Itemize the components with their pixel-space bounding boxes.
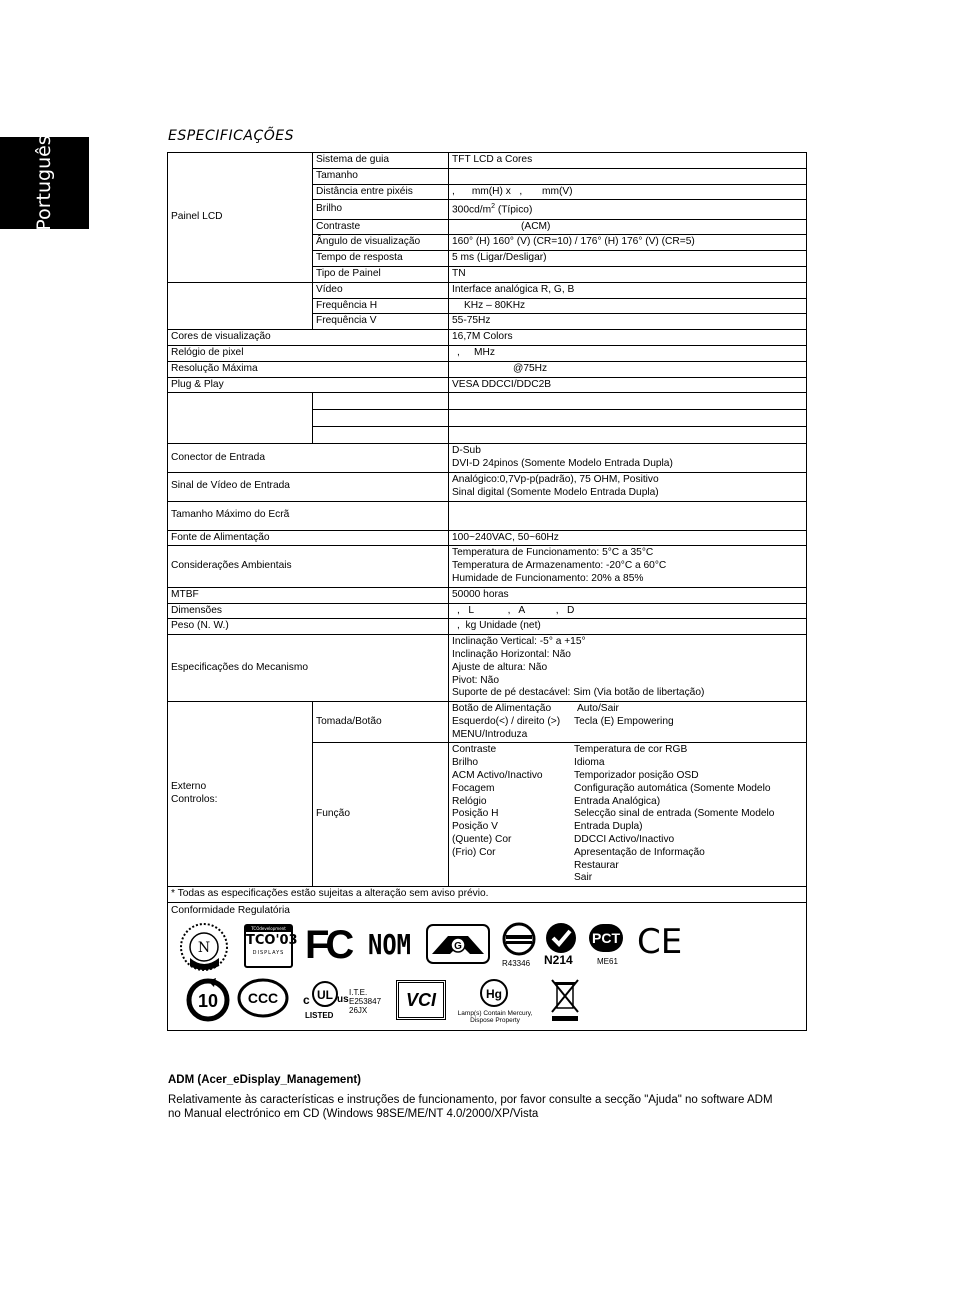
value-line: Humidade de Funcionamento: 20% a 85% <box>452 572 644 584</box>
row-value: 5 ms (Ligar/Desligar) <box>449 251 807 267</box>
table-row <box>168 619 807 635</box>
value-line <box>452 703 803 716</box>
pixel-pitch-value: , mm(H) x , mm(V) <box>452 185 573 197</box>
function-item: DDCCI Activo/Inactivo <box>574 834 675 846</box>
table-row <box>168 393 807 410</box>
row-value <box>449 361 807 377</box>
ite-line: E253847 <box>349 996 382 1006</box>
row-label: Especificações do Mecanismo <box>168 635 449 702</box>
ccc-label: CCC <box>247 989 279 1006</box>
row-value <box>449 219 807 235</box>
row-value: Interface analógica R, G, B <box>449 282 807 298</box>
listed-label: LISTED <box>305 1010 334 1020</box>
n214-label: N214 <box>544 952 573 967</box>
row-label: Tamanho Máximo do Ecrã <box>168 501 449 530</box>
row-label: Fonte de Alimentação <box>168 530 449 546</box>
function-item: Selecção sinal de entrada (Somente Modelo <box>574 808 775 820</box>
function-item: Posição H <box>452 808 499 820</box>
value-line: Temperatura de Funcionamento: 5°C a 35°C <box>452 547 654 559</box>
row-label <box>168 393 313 444</box>
weight-value: , kg Unidade (net) <box>457 620 541 632</box>
value-line: Ajuste de altura: Não <box>452 661 548 673</box>
value-line: Inclinação Horizontal: Não <box>452 648 571 660</box>
language-tab <box>0 137 89 229</box>
function-item: (Quente) Cor <box>452 834 512 846</box>
ul-label: UL <box>317 987 333 1002</box>
checkmark-icon <box>544 922 578 954</box>
row-value <box>449 444 807 473</box>
row-label: Resolução Máxima <box>168 361 449 377</box>
row-sublabel: Vídeo <box>313 282 449 298</box>
row-label: Cores de visualização <box>168 330 449 346</box>
10-year-logo <box>186 978 230 1022</box>
row-sublabel: Tamanho <box>313 168 449 184</box>
row-value <box>449 184 807 200</box>
table-row <box>168 530 807 546</box>
row-value: 16,7M Colors <box>449 330 807 346</box>
function-item: Apresentação de Informação <box>574 846 705 858</box>
ite-line: 26JX <box>349 1005 368 1015</box>
table-row <box>168 361 807 377</box>
r43346-label: R43346 <box>502 958 531 968</box>
button-name: Esquerdo(<) / direito (>) <box>452 715 561 727</box>
me61-label: ME61 <box>597 956 618 966</box>
footnote: * Todas as especificações estão sujeitas a alteração sem aviso prévio. <box>168 887 807 903</box>
controls-label: Controlos: <box>171 794 218 806</box>
n-logo-text: N <box>197 939 211 956</box>
function-item: Relógio <box>452 795 487 807</box>
spec-table <box>167 152 807 1031</box>
value-line: Suporte de pé destacável: Sim (Via botão de libertação) <box>452 687 705 699</box>
row-label: Considerações Ambientais <box>168 546 449 587</box>
table-row <box>168 903 807 1031</box>
mercury-icon <box>479 978 509 1008</box>
mercury-note <box>453 1010 537 1025</box>
handshake-logo <box>426 924 490 964</box>
hfreq-value: KHz – 80KHz <box>464 299 526 311</box>
row-sublabel: Frequência H <box>313 298 449 314</box>
row-sublabel: Sistema de guia <box>313 153 449 169</box>
row-value: VESA DDCCI/DDC2B <box>449 377 807 393</box>
row-value <box>449 635 807 702</box>
page-title: ESPECIFICAÇÕES <box>168 128 294 144</box>
gost-logo <box>502 922 536 956</box>
ce-logo: CE <box>637 921 683 962</box>
n-mark-logo <box>179 922 229 972</box>
row-sublabel: Ângulo de visualização <box>313 235 449 251</box>
value-line: MENU/Introduza <box>452 728 528 740</box>
row-value: TFT LCD a Cores <box>449 153 807 169</box>
svg-text:G: G <box>454 940 462 952</box>
table-row <box>168 444 807 473</box>
function-item: Sair <box>574 872 593 884</box>
adm-description: Relativamente às características e instruções de funcionamento, por favor consulte a secção "Ajuda" no software ADM no Manual electrónico em CD (Windows 98SE/ME/NT 4.0/2000/XP/Vista <box>168 1094 773 1120</box>
dimensions-value: , L , A , D <box>457 604 575 616</box>
function-item: Idioma <box>574 757 605 769</box>
row-value: 50000 horas <box>449 587 807 603</box>
row-sublabel <box>313 410 449 427</box>
hg-label: Hg <box>486 986 502 1001</box>
row-value <box>449 200 807 219</box>
row-sublabel <box>313 393 449 410</box>
table-row <box>168 472 807 501</box>
compliance-logos <box>171 918 803 1030</box>
tco-top-label: TCOdevelopment <box>246 926 291 932</box>
table-row <box>168 603 807 619</box>
contrast-value: (ACM) <box>521 220 551 232</box>
function-item: (Frio) Cor <box>452 846 496 858</box>
table-row <box>168 282 807 298</box>
row-sublabel: Brilho <box>313 200 449 219</box>
function-list-right <box>574 744 774 885</box>
function-item: Contraste <box>452 744 497 756</box>
row-label: Peso (N. W.) <box>168 619 449 635</box>
row-sublabel <box>313 427 449 444</box>
row-value: TN <box>449 266 807 282</box>
row-value <box>449 743 807 887</box>
ul-logo <box>311 980 339 1008</box>
language-tab-label: Português <box>33 135 55 231</box>
row-sublabel: Distância entre pixéis <box>313 184 449 200</box>
function-columns <box>452 744 803 885</box>
function-item: Focagem <box>452 782 495 794</box>
value-line: Analógico:0,7Vp-p(padrão), 75 OHM, Positivo <box>452 473 659 485</box>
button-function: Auto/Sair <box>577 703 619 715</box>
ul-us-label: us <box>337 993 349 1005</box>
resolution-value: @75Hz <box>513 362 548 374</box>
table-row <box>168 153 807 169</box>
table-row <box>168 635 807 702</box>
row-value <box>449 603 807 619</box>
row-sublabel: Contraste <box>313 219 449 235</box>
row-label: Painel LCD <box>168 153 313 283</box>
table-row <box>168 377 807 393</box>
ccc-logo <box>237 978 289 1018</box>
ite-info <box>349 988 381 1015</box>
fcc-logo: FC <box>305 922 351 967</box>
row-sublabel: Tempo de resposta <box>313 251 449 267</box>
external-label: Externo <box>171 781 207 793</box>
function-item: Restaurar <box>574 859 619 871</box>
table-row <box>168 887 807 903</box>
pct-logo: PCT <box>589 924 623 952</box>
row-value <box>449 702 807 743</box>
row-value <box>449 393 807 410</box>
row-sublabel: Frequência V <box>313 314 449 330</box>
value-line: DVI-D 24pinos (Somente Modelo Entrada Dupla) <box>452 458 673 470</box>
row-label: Sinal de Vídeo de Entrada <box>168 472 449 501</box>
brightness-value: 300cd/m <box>452 204 492 216</box>
table-row <box>168 587 807 603</box>
table-row <box>168 546 807 587</box>
function-item: Entrada Dupla) <box>574 821 643 833</box>
row-value: 100~240VAC, 50~60Hz <box>449 530 807 546</box>
row-label: Conector de Entrada <box>168 444 449 473</box>
row-label: Dimensões <box>168 603 449 619</box>
table-row <box>168 702 807 743</box>
function-item: Brilho <box>452 757 479 769</box>
tco03-logo <box>244 924 298 968</box>
mercury-note-line: Dispose Property <box>470 1017 520 1025</box>
row-value <box>449 410 807 427</box>
vci-logo: VCI <box>396 980 446 1020</box>
row-sublabel: Tomada/Botão <box>313 702 449 743</box>
function-item: Temperatura de cor RGB <box>574 744 688 756</box>
row-value <box>449 619 807 635</box>
row-value <box>449 168 807 184</box>
button-function: Tecla (E) Empowering <box>574 715 674 727</box>
ul-c-label: c <box>303 992 310 1007</box>
value-line: Inclinação Vertical: -5° a +15° <box>452 636 586 648</box>
row-value <box>449 472 807 501</box>
value-line: Sinal digital (Somente Modelo Entrada Dupla) <box>452 486 659 498</box>
row-value <box>449 345 807 361</box>
function-item: Posição V <box>452 821 498 833</box>
table-row <box>168 345 807 361</box>
value-line: Temperatura de Armazenamento: -20°C a 60°C <box>452 560 667 572</box>
ite-line: I.T.E. <box>349 987 368 997</box>
row-value <box>449 427 807 444</box>
function-item: Temporizador posição OSD <box>574 770 699 782</box>
row-sublabel: Função <box>313 743 449 887</box>
pixel-clock-value: , MHz <box>457 346 495 358</box>
table-row <box>168 501 807 530</box>
row-value: 55-75Hz <box>449 314 807 330</box>
value-line: Pivot: Não <box>452 674 499 686</box>
row-value <box>449 501 807 530</box>
function-item: Configuração automática (Somente Modelo <box>574 782 771 794</box>
adm-title: ADM (Acer_eDisplay_Management) <box>168 1074 362 1086</box>
function-item: ACM Activo/Inactivo <box>452 770 543 782</box>
tco-sub-label: DISPLAYS <box>252 949 285 956</box>
tco-label: TCO'03 <box>246 932 298 948</box>
brightness-note: (Típico) <box>494 204 533 216</box>
superscript: 2 <box>491 203 495 211</box>
row-sublabel: Tipo de Painel <box>313 266 449 282</box>
ten-label: 10 <box>197 990 219 1011</box>
function-list-left <box>452 744 574 885</box>
mercury-note-line: Lamp(s) Contain Mercury, <box>457 1009 533 1017</box>
button-name: Botão de Alimentação <box>452 703 552 715</box>
row-label <box>168 702 313 887</box>
value-line <box>452 716 803 729</box>
row-value <box>449 546 807 587</box>
weee-bin-icon <box>549 978 581 1024</box>
row-label: Relógio de pixel <box>168 345 449 361</box>
row-label: MTBF <box>168 587 449 603</box>
row-value <box>449 298 807 314</box>
row-value: 160° (H) 160° (V) (CR=10) / 176° (H) 176° (V) (CR=5) <box>449 235 807 251</box>
compliance-title: Conformidade Regulatória <box>171 905 290 917</box>
row-label <box>168 282 313 329</box>
compliance-cell <box>168 903 807 1031</box>
table-row <box>168 330 807 346</box>
function-item: Entrada Analógica) <box>574 795 661 807</box>
row-label: Plug & Play <box>168 377 449 393</box>
nom-logo: NOM <box>368 927 411 961</box>
value-line: D-Sub <box>452 445 481 457</box>
